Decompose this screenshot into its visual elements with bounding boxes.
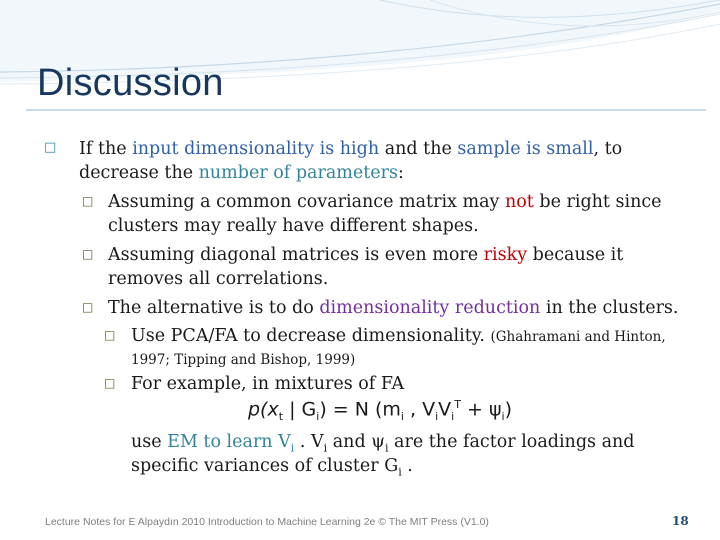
formula-sub: i	[400, 410, 404, 424]
highlight-text: sample is small	[457, 139, 594, 159]
bullet-icon: □	[82, 247, 94, 261]
formula-text: p(x	[248, 398, 279, 421]
formula-sub: i	[316, 410, 320, 424]
formula-text: | G	[283, 398, 317, 421]
bullet-icon: □	[104, 376, 116, 390]
bullet-line: clusters may really have different shapes.	[108, 216, 479, 236]
highlight-text: dimensionality reduction	[319, 298, 541, 318]
highlight-text: not	[504, 192, 534, 212]
slide-title: Discussion	[37, 62, 224, 104]
formula-text: )	[504, 398, 512, 421]
text-span: . V	[294, 432, 324, 452]
citation: (Ghahramani and Hinton,	[490, 329, 666, 345]
formula-sub: t	[278, 410, 284, 424]
text-sub: i	[323, 441, 328, 455]
text-span: and the	[379, 139, 458, 159]
text-span: because it	[527, 245, 624, 265]
bullet-icon: □	[82, 194, 94, 208]
text-sub: i	[384, 441, 389, 455]
page-number: 18	[672, 514, 689, 528]
bullet-line	[131, 455, 413, 484]
formula-sub: i	[435, 410, 439, 424]
mixture-fa-formula	[248, 398, 512, 423]
formula-sub: i	[451, 410, 455, 424]
bullet-line	[79, 138, 622, 160]
title-divider	[26, 109, 706, 111]
text-span: specific variances of cluster G	[131, 456, 399, 476]
formula-text: , V	[403, 398, 436, 421]
bullet-line	[131, 325, 666, 348]
text-span: are the factor loadings and	[388, 432, 635, 452]
bullet-line	[108, 244, 623, 266]
citation: 1997; Tipping and Bishop, 1999)	[131, 352, 356, 368]
formula-sup: T	[454, 398, 461, 411]
text-span: and ψ	[327, 432, 385, 452]
text-span: :	[397, 163, 404, 183]
text-span: .	[401, 456, 413, 476]
text-span: The alternative is to do	[108, 298, 320, 318]
bullet-line: removes all correlations.	[108, 269, 329, 289]
text-span: in the clusters.	[540, 298, 679, 318]
slide-footer: Lecture Notes for E Alpaydın 2010 Introduction to Machine Learning 2e © The MIT Press (V1.0)	[45, 516, 489, 528]
text-span: Assuming a common covariance matrix may	[108, 192, 505, 212]
bullet-line: For example, in mixtures of FA	[131, 374, 405, 394]
formula-sub: i	[501, 410, 505, 424]
bullet-icon: □	[104, 328, 116, 342]
formula-text: + ψ	[460, 398, 502, 421]
bullet-line	[108, 297, 678, 319]
text-span: use	[131, 432, 168, 452]
text-span: decrease the	[79, 163, 199, 183]
formula-text: ) = N (m	[319, 398, 401, 421]
text-sub: i	[290, 441, 295, 455]
text-span: If the	[79, 139, 133, 159]
text-span: Assuming diagonal matrices is even more	[108, 245, 484, 265]
text-span: Use PCA/FA to decrease dimensionality.	[131, 326, 485, 346]
highlight-text: EM to learn V	[167, 432, 291, 452]
highlight-text: input dimensionality is high	[132, 139, 380, 159]
formula-text: V	[438, 398, 452, 421]
highlight-text: number of parameters	[198, 163, 398, 183]
text-sub: i	[398, 465, 402, 479]
bullet-icon: □	[44, 140, 57, 155]
bullet-line	[79, 162, 404, 184]
highlight-text: risky	[483, 245, 528, 265]
text-span: , to	[593, 139, 623, 159]
text-span: be right since	[533, 192, 662, 212]
bullet-line	[108, 191, 662, 213]
bullet-icon: □	[82, 300, 94, 314]
